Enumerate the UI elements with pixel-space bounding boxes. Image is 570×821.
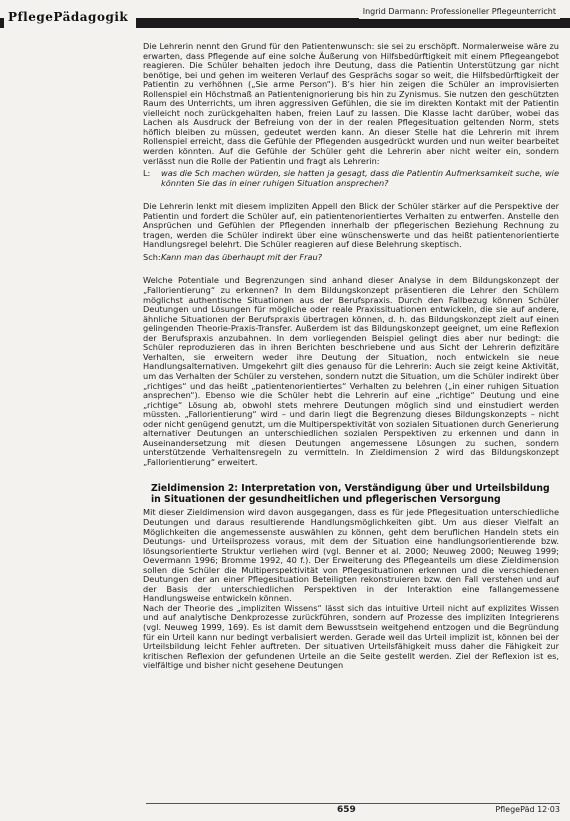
dialog-speaker: Sch: — [143, 251, 161, 262]
body-paragraph-4: Mit dieser Zieldimension wird davon ausgegangen, dass es für jede Pflegesituation unterschiedliche Deutungen und daraus resultierende Handlungsmöglichkeiten gibt. Um aus dieser Vielfalt an Möglichkeiten die angemessenste auswählen zu können, geht dem beruflichen Handeln stets ein Deutungs- und Urteilsprozess voraus, mit dem der Situation eine handlungsorientierende bzw. lösungsorientierte Struktur verliehen wird (vgl. Benner et al. 2000; Neuweg 2000; Neuweg 1999; Oevermann 1996; Bromme 1992, 40 f.). Der Erweiterung des Pflegeanteils um diese Zieldimension sollen die Schüler die Multiperspektivität von Pflegesituationen erkennen und die verschiedenen Deutungen der an einer Pflegesituation Beteiligten rekonstruieren bzw. den Fall verstehen und auf der Basis der unterschiedlichen Perspektiven in der Interaktion eine fallangemessene Handlungsweise entwickeln können. — [143, 507, 559, 604]
journal-title: PflegePädagogik — [4, 5, 136, 29]
dialog-line-students — [143, 253, 559, 263]
dialog-speaker: L: — [143, 168, 151, 179]
article-body — [143, 42, 559, 671]
section-heading: Zieldimension 2: Interpretation von, Verständigung über und Urteilsbildung in Situationen der gesundheitlichen und pflegerischen Versorgung — [151, 483, 550, 506]
dialog-line-teacher — [143, 169, 559, 188]
dialog-text: was die Sch machen würden, sie hatten ja gesagt, dass die Patientin Aufmerksamkeit suche, wie könnten Sie das in einer ruhigen Situation ansprechen? — [161, 168, 559, 188]
body-paragraph-1: Die Lehrerin nennt den Grund für den Patientenwunsch: sie sei zu erschöpft. Normalerweise wäre zu erwarten, dass Pflegende auf eine solche Äußerung von Hilfsbedürftigkeit mit einem Pflegeangebot reagieren. Die Schüler behalten jedoch ihre Deutung, dass die Patientin Unterstützung gar nicht benötige, bei und gehen im weiteren Verlauf des Gesprächs sogar so weit, die Hilfsbedürftigkeit der Patientin zu verhöhnen („Sie arme Person“). B’s hier hin zeigen die Schüler an improvisierten Rollenspiel ein Höchstmaß an Patientenignorierung bis hin zu Zynismus. Sie nutzen den geschützten Raum des Unterrichts, um ihren aggressiven Gefühlen, die sie im direkten Kontakt mit der Patientin vielleicht noch zurückgehalten haben, freien Lauf zu lassen. Die Klasse lacht darüber, wobei das Lachen als Ausdruck der Befreiung von der in der realen Pflegesituation geltenden Norm, stets höflich bleiben zu müssen, gedeutet werden kann. An dieser Stelle hat die Lehrerin mit ihrem Rollenspiel erreicht, dass die Gefühle der Pflegenden ausgedrückt wurden und nun weiter bearbeitet werden könnten. Auf die Gefühle der Schüler geht die Lehrerin aber nicht weiter ein, sondern verlässt nun die Rolle der Patientin und fragt als Lehrerin: — [143, 41, 559, 166]
dialog-text: Kann man das überhaupt mit der Frau? — [161, 251, 323, 262]
body-paragraph-2: Die Lehrerin lenkt mit diesem impliziten Appell den Blick der Schüler stärker auf die Perspektive der Patientin und fordert die Schüler auf, ein patientenorientiertes Verhalten zu entwerfen. Anstelle den Ansprüchen und Gefühlen der Pflegenden innerhalb der pflegerischen Beziehung Rechnung zu tragen, werden die Schüler indirekt über eine wünschenswerte und das heißt patientenorientierte Handlungsregel belehrt. Die Schüler reagieren auf diese Belehrung skeptisch. — [143, 201, 559, 250]
footer-rule — [146, 803, 560, 804]
body-paragraph-3: Welche Potentiale und Begrenzungen sind anhand dieser Analyse in dem Bildungskonzept der „Fallorientierung“ zu erkennen? In dem Bildungskonzept präsentieren die Lehrer den Schülern möglichst authentische Situationen aus der Berufspraxis. Durch den Fallbezug können Schüler Deutungen und Lösungen für mögliche oder reale Praxissituationen entwickeln, die sie auf andere, ähnliche Situationen der Berufspraxis übertragen können, d. h. das Bildungskonzept zielt auf einen gelingenden Theorie-Praxis-Transfer. Außerdem ist das Bildungskonzept geeignet, um eine Reflexion der Berufspraxis anzubahnen. In dem vorliegenden Beispiel gelingt dies aber nur bedingt: die Schüler reproduzieren das in ihren Berichten beschriebene und aus Sicht der Lehrerin defizitäre Verhalten, sie erweitern weder ihre Deutung der Situation, noch entwickeln sie neue Handlungsalternativen. Umgekehrt gilt dies genauso für die Lehrerin: Auch sie zeigt keine Aktivität, um das Verhalten der Schüler zu verstehen, sondern nutzt die Situation, um die Schüler indirekt über „richtiges“ und das heißt „patientenorientiertes“ Verhalten zu belehren („in einer ruhigen Situation ansprechen“). Ebenso wie die Schüler hebt die Lehrerin auf eine „richtige“ Deutung und eine „richtige“ Lösung ab, obwohl stets mehrere Deutungen möglich sind und einstudiert werden müssten. „Fallorientierung“ wird – und darin liegt die Begrenzung dieses Bildungskonzepts – nicht oder nicht genügend genutzt, um die Multiperspektivität von sozialen Situationen durch Generierung alternativer Deutungen an unterschiedlichen sozialen Perspektiven zu erkennen und dann in Auseinandersetzung mit diesen Deutungen angemessene Lösungen zu suchen, sondern unterstützende Verhaltensregeln zu vermitteln. In Zieldimension 2 wird das Bildungskonzept „Fallorientierung“ erweitert. — [143, 275, 559, 467]
body-paragraph-5: Nach der Theorie des „impliziten Wissens“ lässt sich das intuitive Urteil nicht auf explizites Wissen und auf analytische Denkprozesse zurückführen, sondern auf Prozesse des impliziten Integrierens (vgl. Neuweg 1999, 169). Es ist damit dem Bewusstsein weitgehend entzogen und die Begründung für ein Urteil kann nur bedingt verbalisiert werden. Gerade weil das Urteil implizit ist, können bei der Urteilsbildung leicht Fehler auftreten. Der situativen Urteilsfähigkeit muss daher die Fähigkeit zur kritischen Reflexion der gefundenen Urteile an die Seite gestellt werden. Ziel der Reflexion ist es, vielfältige und bisher nicht gesehene Deutungen — [143, 602, 559, 671]
page-number: 659 — [337, 805, 356, 815]
issue-label: PflegePäd 12·03 — [495, 805, 560, 814]
running-header-author: Ingrid Darmann: Professioneller Pflegeunterricht — [359, 5, 560, 19]
